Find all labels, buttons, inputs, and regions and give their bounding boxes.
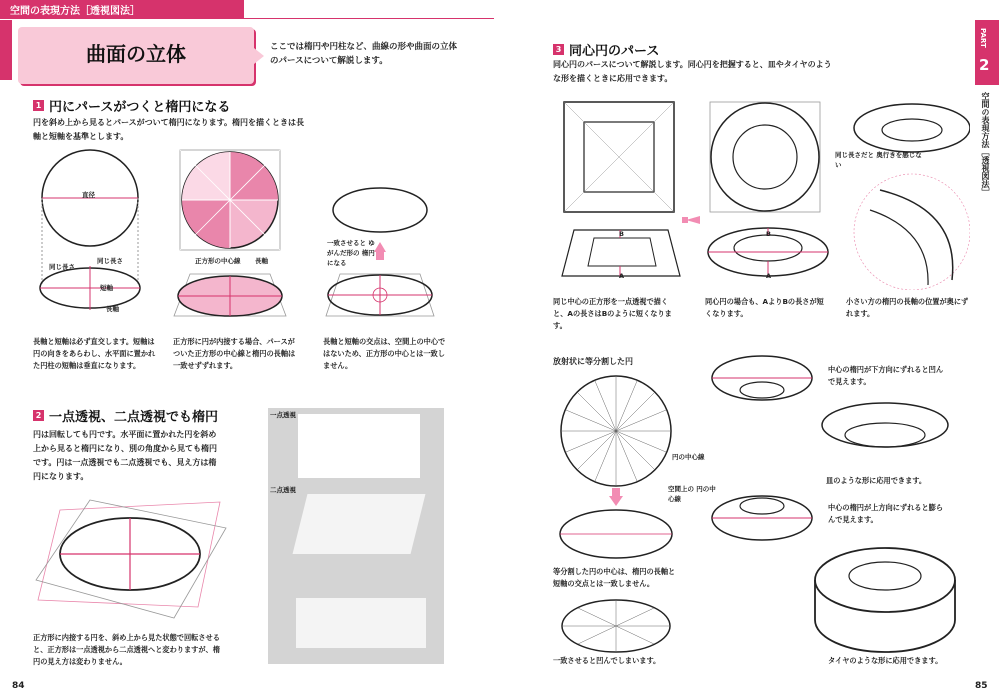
section1-number: 1: [33, 100, 44, 111]
section4-caption-right-1: 中心の楕円が下方向にずれると凹んで見えます。: [828, 365, 944, 386]
section4-caption-right-3: 中心の楕円が上方向にずれると膨らんで見えます。: [828, 503, 944, 524]
section4-caption-bottom: 一致させると凹んでしまいます。: [553, 656, 661, 665]
section3-caption-3: 小さい方の楕円の長軸の位置が奥にずれます。: [846, 297, 969, 318]
section2-body: 円は回転しても円です。水平面に置かれた円を斜め上から見ると楕円になり、別の角度から見ても楕円です。円は一点透視でも二点透視でも、見え方は楕円になります。: [33, 430, 217, 481]
section4-caption-left: 等分割した円の中心は、楕円の長軸と短軸の交点とは一致しません。: [553, 567, 676, 588]
intro-text: ここでは楕円や円柱など、曲線の形や曲面の立体のパースについて解説します。: [270, 42, 458, 66]
header-rule: [244, 18, 494, 19]
page-number-left: 84: [12, 681, 25, 691]
photo-label-two-point: 二点透視: [270, 486, 296, 494]
label-diameter: 直径: [82, 191, 95, 199]
label-same-length-2: 同じ長さ: [97, 257, 123, 265]
page-number-right: 85: [975, 681, 988, 691]
radial-circle-diagram: [558, 374, 678, 654]
section1-title: 円にパースがつくと楕円になる: [49, 100, 231, 115]
section1-caption-3: 長軸と短軸の交点は、空間上の中心ではないため、正方形の中心とは一致しません。: [323, 337, 446, 370]
page-title: 曲面の立体: [86, 42, 186, 66]
section3-number: 3: [553, 44, 564, 55]
one-point-sheet: [298, 414, 420, 478]
section3-caption-2: 同心円の場合も、AよりBの長さが短くなります。: [705, 297, 824, 318]
label-A-circle: A: [766, 272, 772, 280]
section-tag: 空間の表現方法［透視図法］: [10, 6, 140, 17]
section4-caption-right-2: 皿のような形に応用できます。: [826, 476, 927, 485]
label-circle-center: 円の中心線: [672, 453, 705, 461]
label-same-length: 同じ長さ: [49, 263, 75, 271]
section1-heading: [33, 96, 230, 115]
section4-heading: 放射状に等分割した円: [553, 357, 633, 366]
section3-caption-1: 同じ中心の正方形を一点透視で描くと、Aの長さはBのように短くなります。: [553, 297, 672, 330]
section1-body: 円を斜め上から見るとパースがついて楕円になります。楕円を描くときは長軸と短軸を基準とします。: [33, 118, 304, 141]
section2-caption: 正方形に内接する円を、斜め上から見た状態で回転させると、正方形は一点透視から二点透視へと変わりますが、楕円の見え方は変わりません。: [33, 633, 220, 666]
part-title: 空間の表現方法［透視図法］: [981, 92, 990, 196]
section2-diagram: [30, 492, 230, 622]
label-same-length-note: 同じ長さだと 奥行きを感じない: [835, 151, 922, 169]
label-major-axis-2: 長軸: [255, 257, 268, 265]
section3-body: 同心円のパースについて解説します。同心円を把握すると、皿やタイヤのような形を描くときに応用できます。: [553, 60, 832, 83]
label-major-axis: 長軸: [106, 305, 119, 313]
part-number: 2: [979, 56, 990, 74]
rotated-sheet: [296, 598, 426, 648]
section1-diagrams: [30, 148, 470, 338]
part-label: PART: [979, 28, 987, 48]
section4-caption-right-4: タイヤのような形に応用できます。: [828, 656, 943, 665]
label-B-square: B: [619, 230, 624, 238]
section2-number: 2: [33, 410, 44, 421]
section2-title: 一点透視、二点透視でも楕円: [49, 410, 219, 425]
label-match-note: 一致させると ゆがんだ形の 楕円になる: [327, 239, 375, 267]
label-minor-axis: 短軸: [100, 284, 113, 292]
photo-label-one-point: 一点透視: [270, 411, 296, 419]
section1-caption-2: 正方形に円が内接する場合、パースがついた正方形の中心線と楕円の長軸は一致せずずれます。: [173, 337, 296, 370]
label-A-square: A: [619, 272, 625, 280]
section1-caption-1: 長軸と短軸は必ず直交します。短軸は円の向きをあらわし、水平面に置かれた円柱の短軸は垂直になります。: [33, 337, 156, 370]
label-B-circle: B: [766, 230, 771, 238]
two-point-sheet: [293, 494, 426, 554]
title-pointer: [254, 48, 264, 64]
label-square-center: 正方形の中心線: [195, 257, 241, 265]
section3-diagrams: [560, 100, 970, 290]
left-edge-tab: [0, 20, 12, 80]
section3-title: 同心円のパース: [569, 44, 660, 59]
section3-heading: [553, 40, 659, 59]
section2-heading: [33, 406, 218, 425]
label-space-center: 空間上の 円の中心線: [668, 485, 716, 503]
